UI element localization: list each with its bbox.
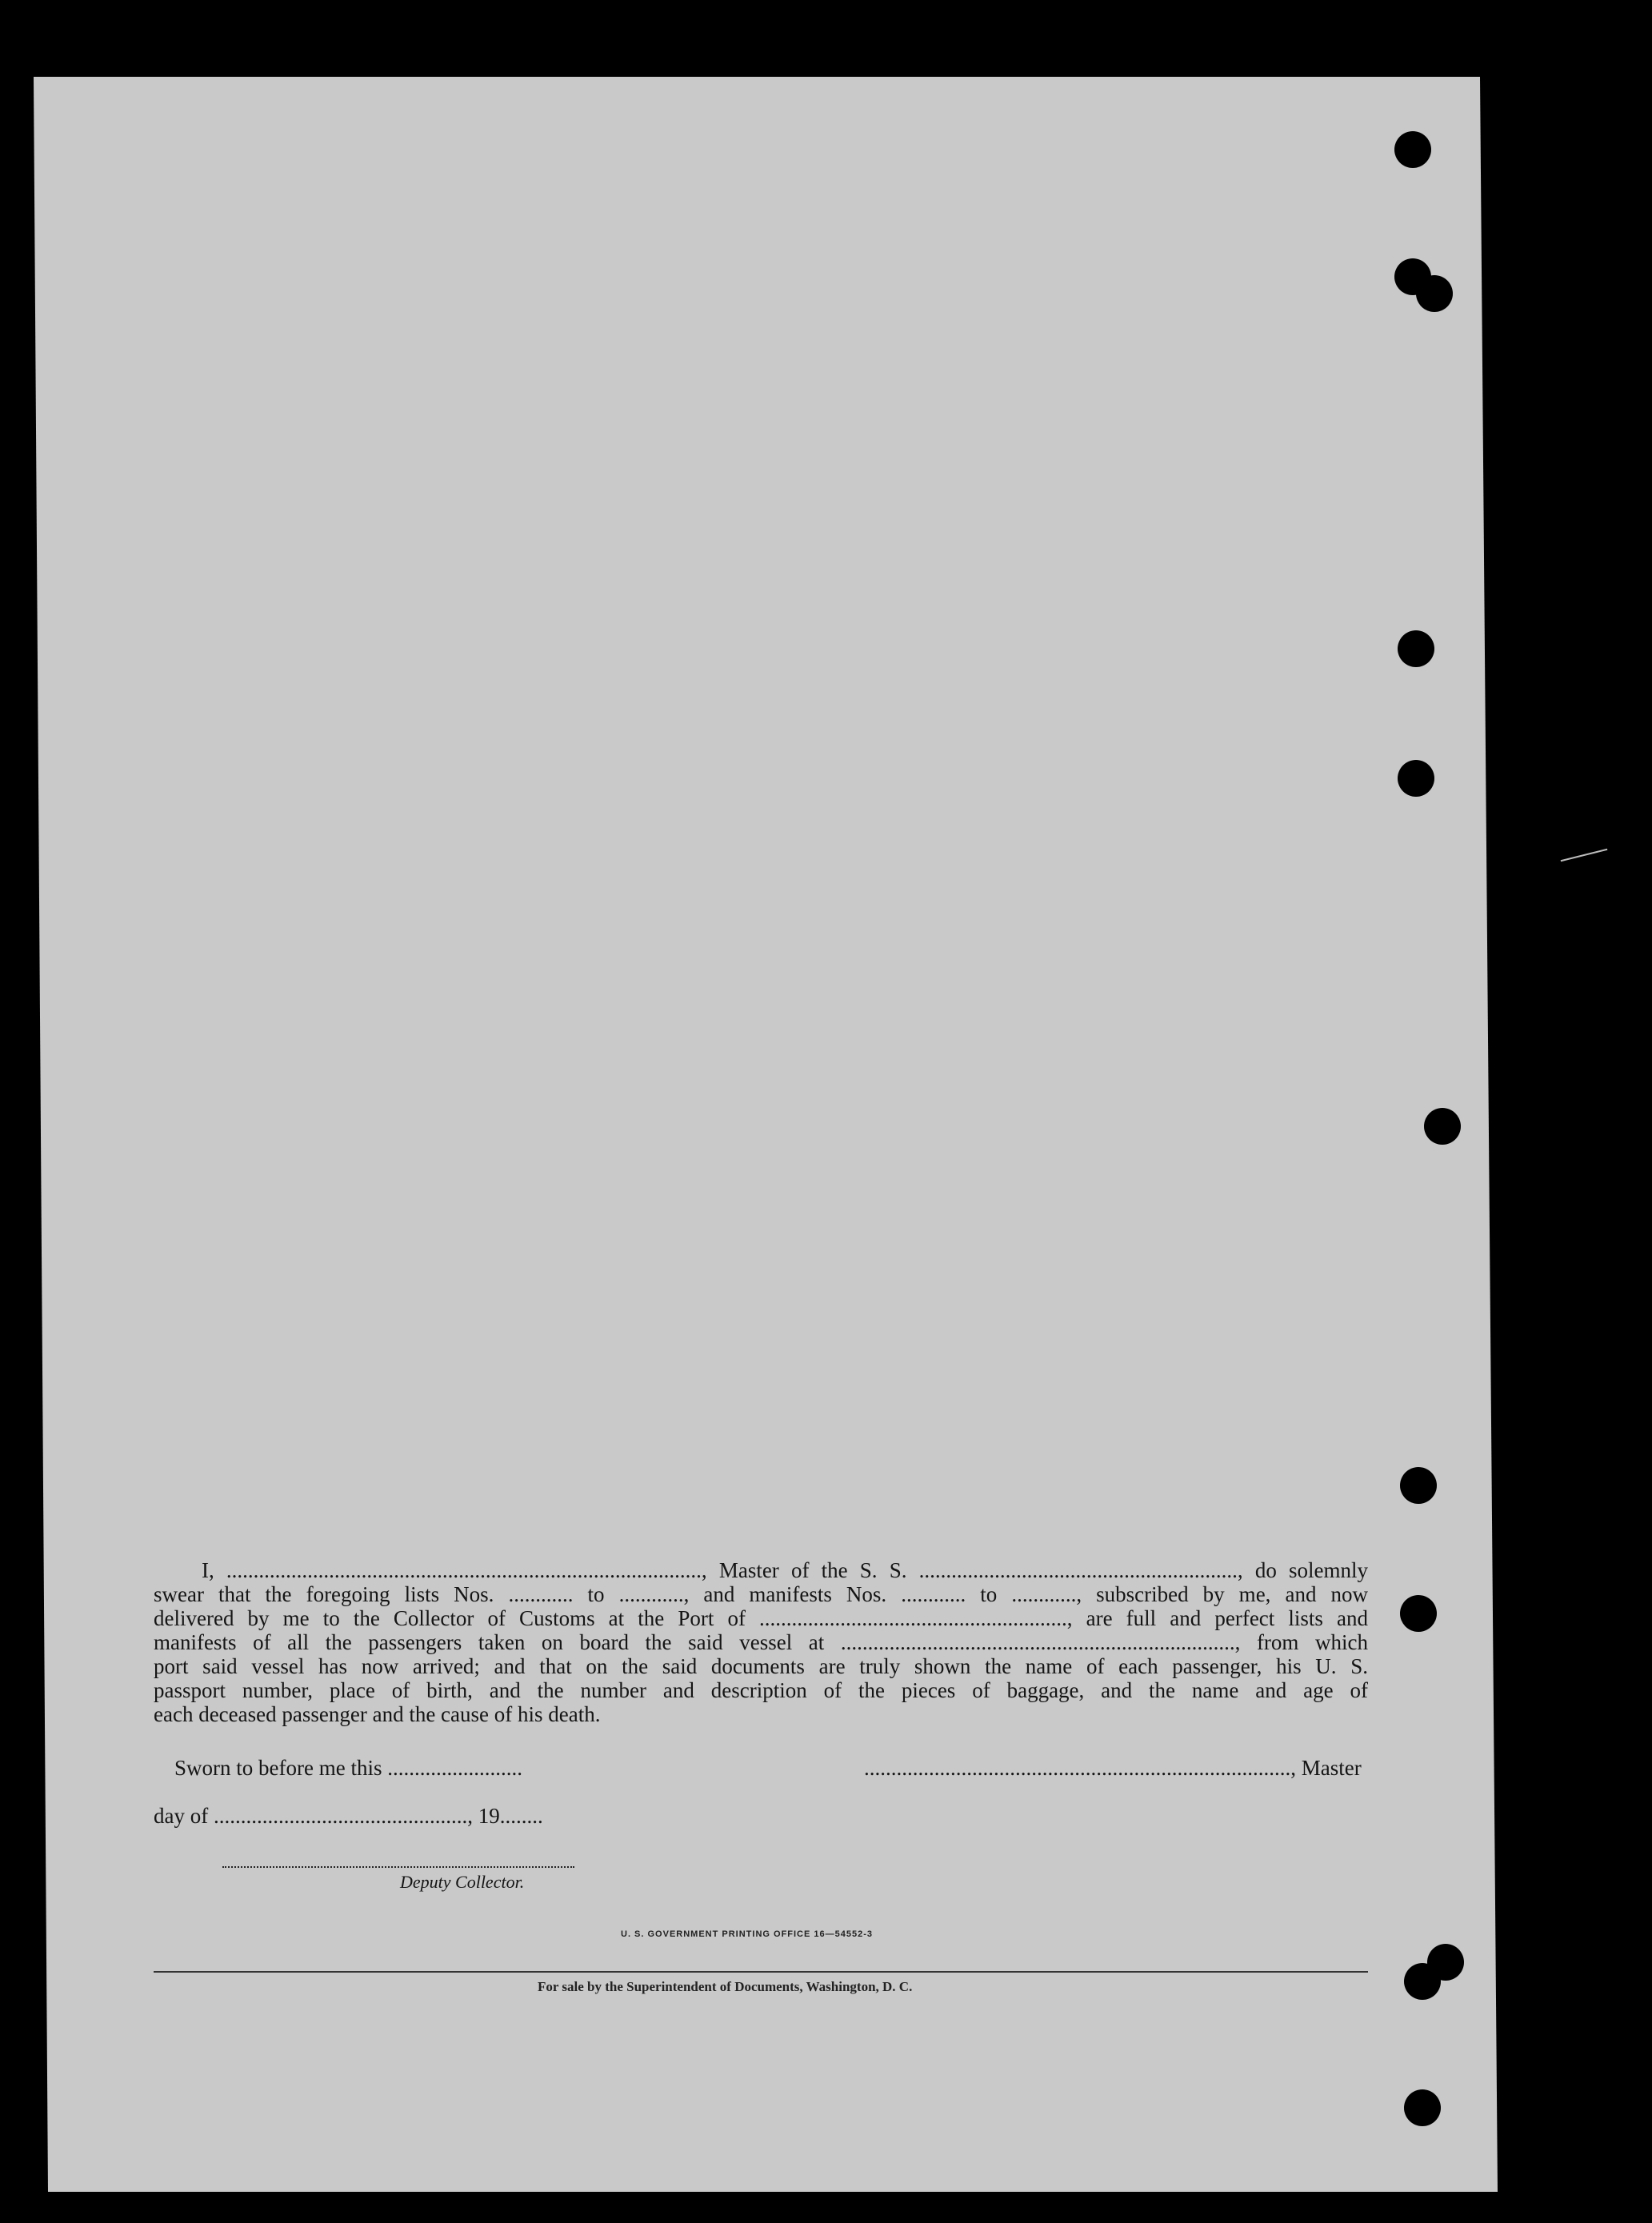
oath-line: delivered by me to the Collector of Customs at the Port of ........................................................., are full and perfect lists and — [154, 1606, 1368, 1630]
punch-hole — [1404, 1963, 1441, 2000]
printer-imprint: U. S. GOVERNMENT PRINTING OFFICE 16—54552-3 — [621, 1929, 874, 1939]
master-label: , Master — [1290, 1756, 1362, 1780]
day-label: day of — [154, 1804, 209, 1828]
scratch-mark — [1561, 849, 1608, 862]
punch-hole — [1394, 131, 1431, 168]
punch-hole — [1400, 1595, 1437, 1632]
deputy-collector-label: Deputy Collector. — [400, 1872, 525, 1892]
punch-hole — [1400, 1467, 1437, 1504]
footer-rule — [154, 1971, 1368, 1973]
oath-line: I, ........................................................................................, Master of the S. S. ..........................................................., do solemnly — [202, 1558, 1368, 1582]
oath-line: passport number, place of birth, and the number and description of the pieces of baggage, and the name and age of — [154, 1678, 1368, 1702]
master-signature-blank: ............................................................................... — [864, 1756, 1291, 1780]
day-blank: ............................................... — [213, 1804, 468, 1828]
oath-line: swear that the foregoing lists Nos. ............ to ............, and manifests Nos. ............ to ............, subscribed by me, and now — [154, 1582, 1368, 1606]
sworn-label: Sworn to before me this — [174, 1756, 382, 1780]
sworn-row — [174, 1756, 522, 1781]
for-sale-notice: For sale by the Superintendent of Documents, Washington, D. C. — [538, 1979, 913, 1994]
day-row — [154, 1804, 543, 1829]
year-field: , 19........ — [467, 1804, 543, 1828]
punch-hole — [1398, 630, 1434, 667]
punch-hole — [1424, 1108, 1461, 1145]
punch-hole — [1398, 760, 1434, 797]
master-oath-paragraph — [154, 1558, 1368, 1726]
oath-line: manifests of all the passengers taken on board the said vessel at ........................................................................., from which — [154, 1630, 1368, 1654]
oath-line: each deceased passenger and the cause of his death. — [154, 1702, 601, 1726]
punch-hole — [1416, 275, 1453, 312]
master-signature-row — [864, 1756, 1362, 1781]
form-sheet — [34, 77, 1498, 2192]
oath-line: port said vessel has now arrived; and that on the said documents are truly shown the name of each passenger, his U. S. — [154, 1654, 1368, 1678]
deputy-signature-line — [222, 1866, 574, 1868]
sworn-date-blank: ......................... — [387, 1756, 522, 1780]
punch-hole — [1404, 2089, 1441, 2126]
